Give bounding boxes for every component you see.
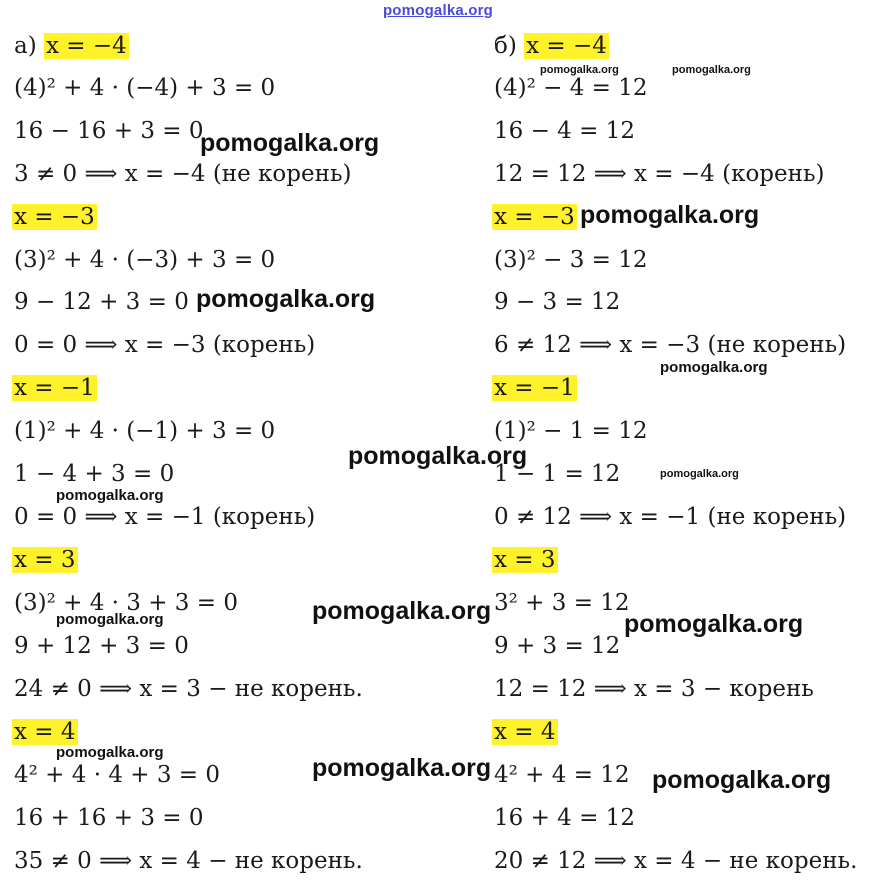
right-marker-line — [494, 31, 609, 61]
left-line-5: (3)² + 4 · (−3) + 3 = 0 — [14, 247, 276, 273]
left-line-4: x = −3 — [14, 204, 95, 230]
right-line-7: 6 ≠ 12 ⟹ x = −3 (не корень) — [494, 332, 847, 358]
left-line-7: 0 = 0 ⟹ x = −3 (корень) — [14, 332, 316, 358]
left-line-10: 1 − 4 + 3 = 0 — [14, 461, 175, 487]
watermark: pomogalka.org — [200, 129, 380, 157]
left-line-16: x = 4 — [14, 719, 76, 745]
left-marker: а) — [14, 33, 37, 59]
right-line-4: x = −3 — [494, 204, 575, 230]
right-line-19: 20 ≠ 12 ⟹ x = 4 − не корень. — [494, 848, 858, 874]
left-line-3: 3 ≠ 0 ⟹ x = −4 (не корень) — [14, 161, 352, 187]
left-line-2: 16 − 16 + 3 = 0 — [14, 118, 204, 144]
watermark: pomogalka.org — [660, 359, 768, 376]
right-line-17: 4² + 4 = 12 — [494, 762, 630, 788]
right-marker: б) — [494, 33, 517, 59]
watermark: pomogalka.org — [652, 766, 832, 794]
watermark: pomogalka.org — [196, 285, 376, 313]
watermark: pomogalka.org — [56, 744, 164, 761]
watermark: pomogalka.org — [348, 442, 528, 470]
left-line-11: 0 = 0 ⟹ x = −1 (корень) — [14, 504, 316, 530]
left-line-19: 35 ≠ 0 ⟹ x = 4 − не корень. — [14, 848, 363, 874]
watermark: pomogalka.org — [624, 610, 804, 638]
watermark: pomogalka.org — [56, 487, 164, 504]
right-line-6: 9 − 3 = 12 — [494, 289, 621, 315]
left-line-17: 4² + 4 · 4 + 3 = 0 — [14, 762, 221, 788]
right-line-15: 12 = 12 ⟹ x = 3 − корень — [494, 676, 814, 702]
top-watermark: pomogalka.org — [382, 2, 494, 19]
watermark: pomogalka.org — [672, 64, 751, 76]
left-line-1: (4)² + 4 · (−4) + 3 = 0 — [14, 75, 276, 101]
right-line-9: (1)² − 1 = 12 — [494, 418, 648, 444]
right-line-14: 9 + 3 = 12 — [494, 633, 621, 659]
watermark: pomogalka.org — [312, 754, 492, 782]
left-line-15: 24 ≠ 0 ⟹ x = 3 − не корень. — [14, 676, 363, 702]
left-line-0: x = −4 — [46, 33, 127, 59]
left-line-12: x = 3 — [14, 547, 76, 573]
right-line-10: 1 − 1 = 12 — [494, 461, 621, 487]
watermark: pomogalka.org — [580, 201, 760, 229]
watermark: pomogalka.org — [660, 468, 739, 480]
right-line-8: x = −1 — [494, 375, 575, 401]
watermark: pomogalka.org — [540, 64, 619, 76]
left-marker-line — [14, 31, 129, 61]
right-line-13: 3² + 3 = 12 — [494, 590, 630, 616]
right-line-12: x = 3 — [494, 547, 556, 573]
right-line-5: (3)² − 3 = 12 — [494, 247, 648, 273]
right-line-18: 16 + 4 = 12 — [494, 805, 635, 831]
right-line-3: 12 = 12 ⟹ x = −4 (корень) — [494, 161, 825, 187]
left-line-8: x = −1 — [14, 375, 95, 401]
left-line-14: 9 + 12 + 3 = 0 — [14, 633, 189, 659]
left-line-6: 9 − 12 + 3 = 0 — [14, 289, 189, 315]
right-line-1: (4)² − 4 = 12 — [494, 75, 648, 101]
left-line-13: (3)² + 4 · 3 + 3 = 0 — [14, 590, 238, 616]
right-line-2: 16 − 4 = 12 — [494, 118, 635, 144]
right-line-16: x = 4 — [494, 719, 556, 745]
left-line-18: 16 + 16 + 3 = 0 — [14, 805, 204, 831]
watermark: pomogalka.org — [312, 597, 492, 625]
left-line-9: (1)² + 4 · (−1) + 3 = 0 — [14, 418, 276, 444]
right-line-0: x = −4 — [526, 33, 607, 59]
watermark: pomogalka.org — [56, 611, 164, 628]
right-line-11: 0 ≠ 12 ⟹ x = −1 (не корень) — [494, 504, 847, 530]
